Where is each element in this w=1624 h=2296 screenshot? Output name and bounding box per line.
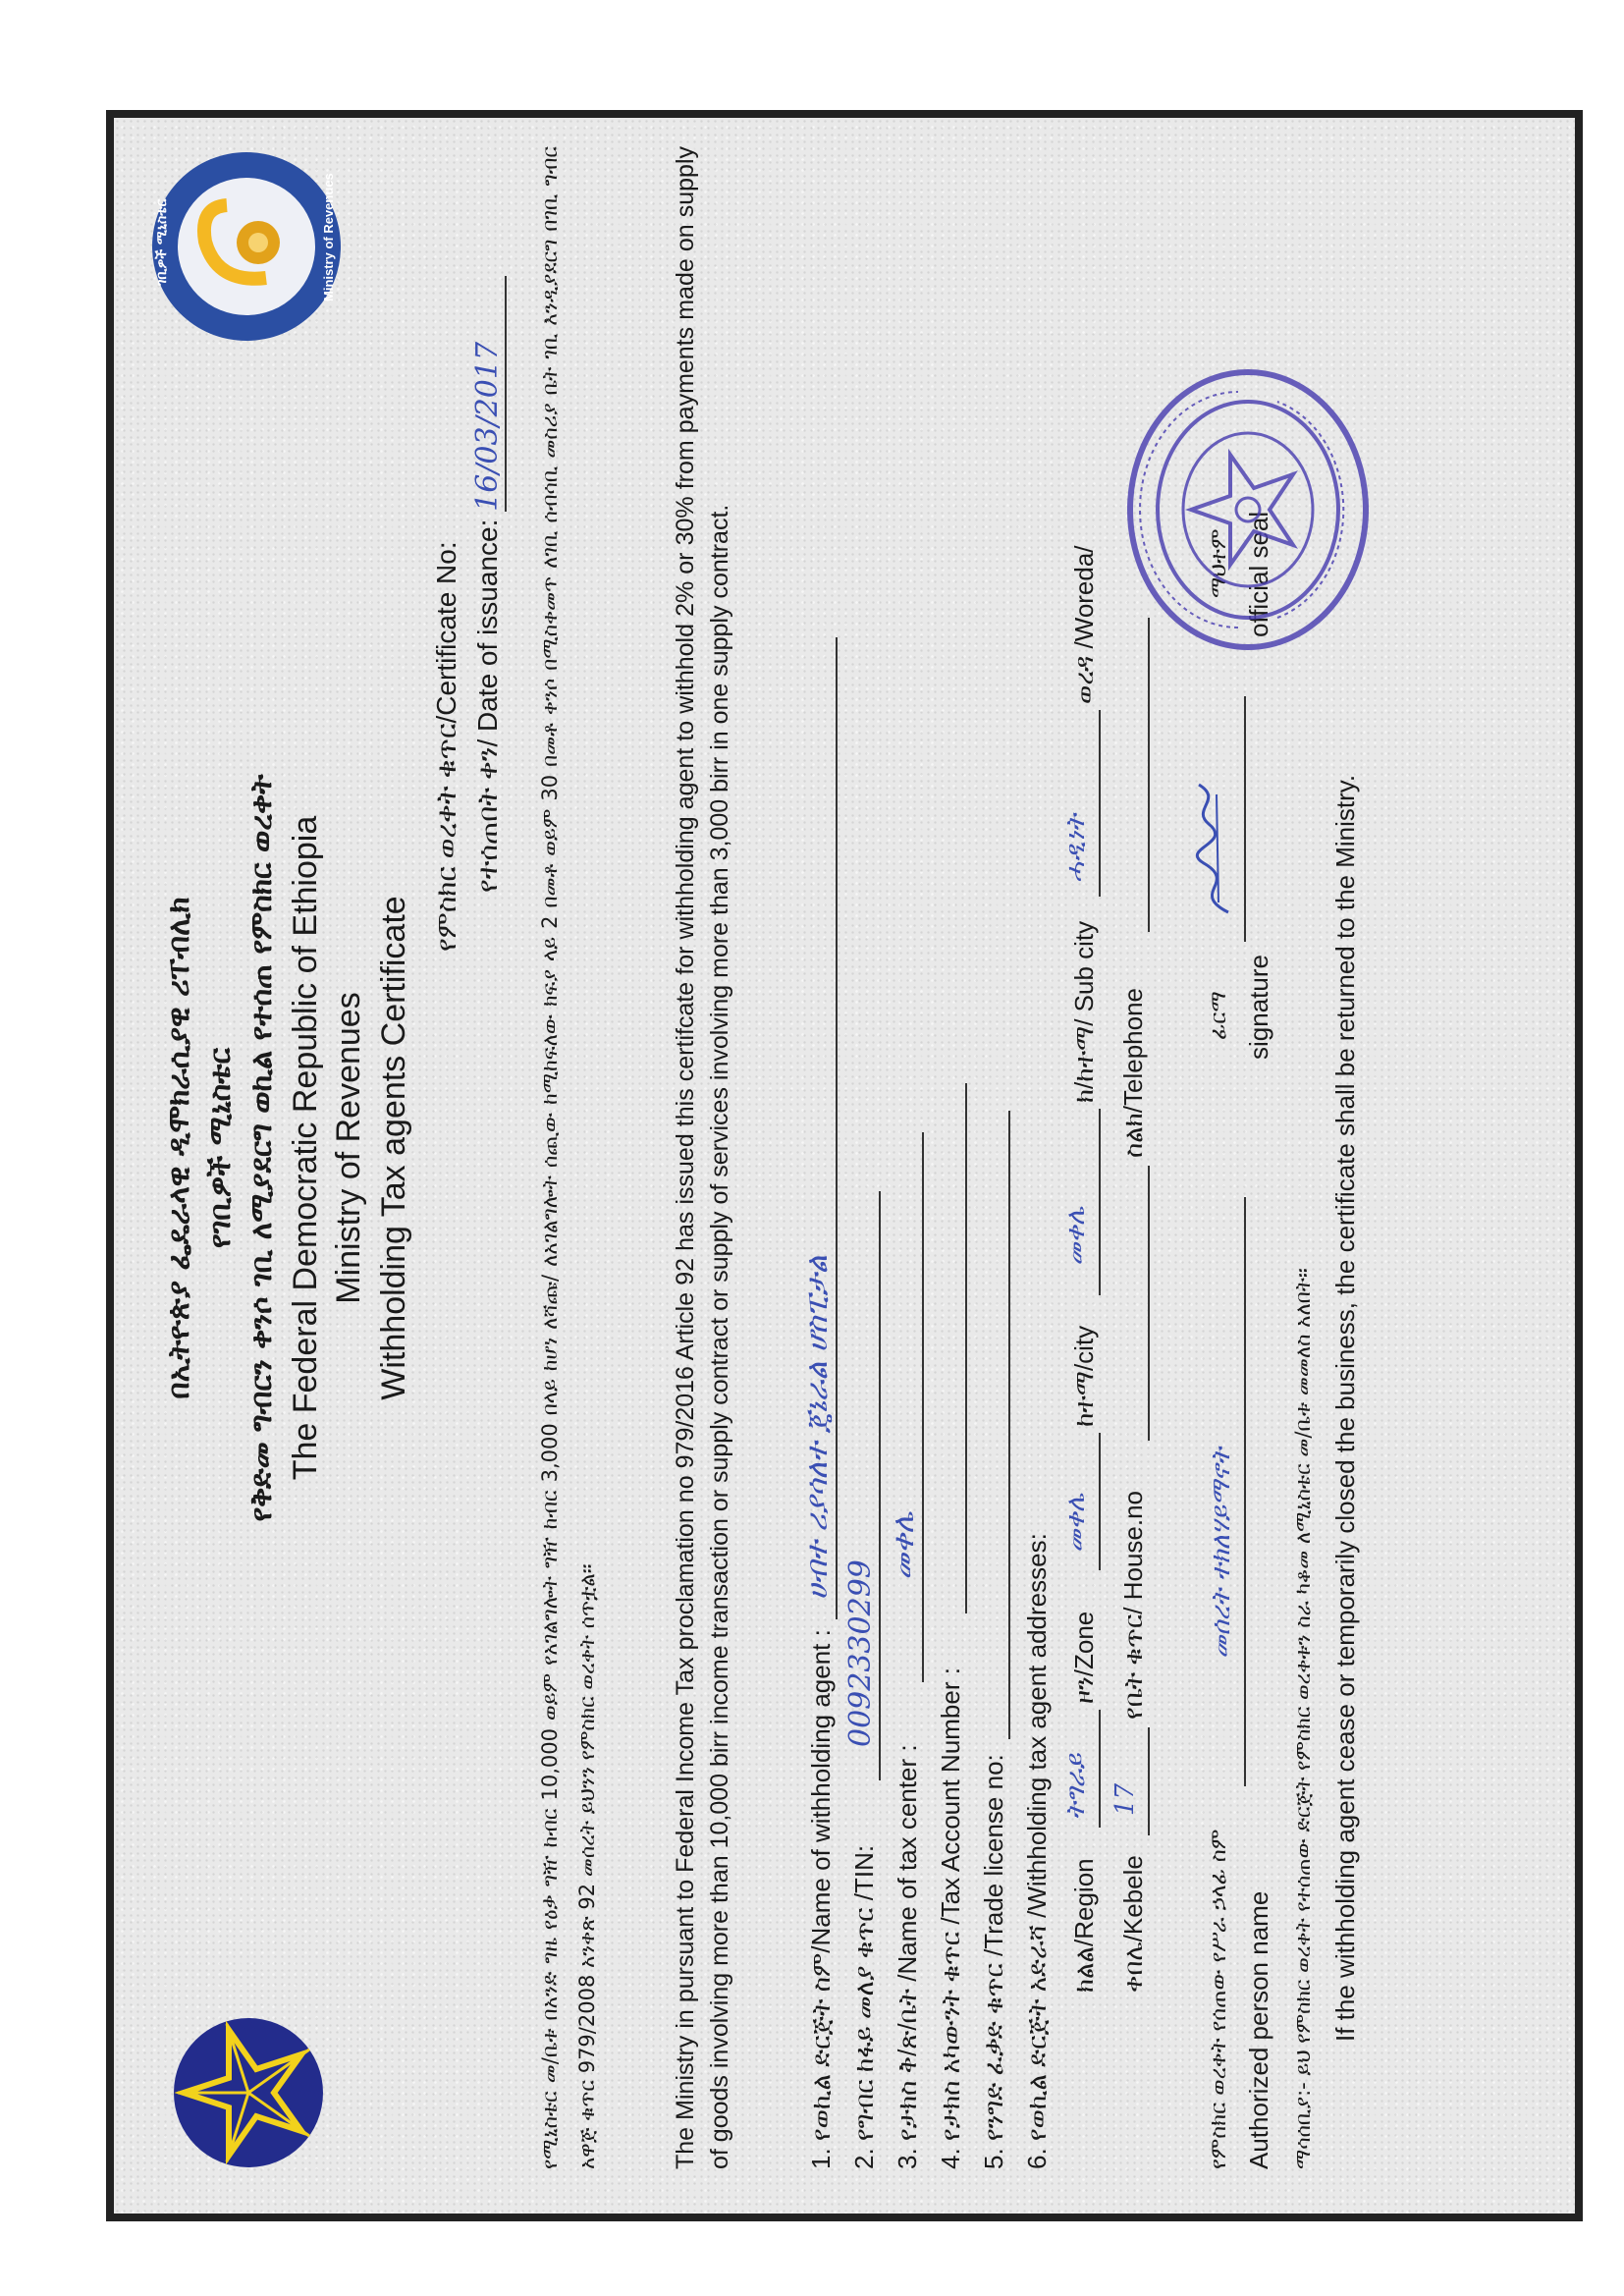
paragraph-amharic: የሚኒስቴር መ/ቤቱ በአንድ ግዜ የዕቃ ግዥ ከብር 10,000 ወይም የአገልግሎት ግዥ ከብር 3,000 በላይ ከሆነ ለሻጩ/ ለአገልግሎት ሰጪው ከሚከፍለው ክፍያ ላይ 2 በመቶ ወይም 30 በመቶ ቀንሶ በሚስቀመጥ ለገቢ ሰብሳቢ መስሪያ ቤት ገቢ እንዲያደርግ በገቢ ግብር አዋጅ ቁጥር 979/2008 አንቀጽ 92 መሰረት ይህንን የምስክር ወረቀት ሰጥቷል። — [538, 146, 599, 2169]
field-tin-value: 0092330299 — [843, 1559, 878, 1747]
header — [158, 382, 417, 1914]
signature-label-english: signature — [1244, 955, 1273, 1060]
address-subcity-label: ክ/ከተማ/ Sub city — [1069, 920, 1099, 1103]
title-english-country: The Federal Democratic Republic of Ethiopia — [287, 815, 324, 1481]
address-subcity-value: ሓዲነት — [1061, 814, 1091, 883]
ministry-logo — [148, 148, 345, 345]
field-tax-center-line — [893, 1132, 924, 1682]
title-english-certificate: Withholding Tax agents Certificate — [375, 896, 412, 1400]
address-city-line — [1069, 1109, 1101, 1295]
seal-label-amharic: ማህተም — [1207, 528, 1231, 598]
paragraph-english: The Ministry in pursuant to Federal Income Tax proclamation no 979/2016 Article 92 has issued this certifcate for withholding agent to withhold 2% or 30% from payments made on supply of goods involving more than 10,000 birr income transaction or supply contract or supply of services involving more than 3,000 birr in one supply contract. — [672, 146, 733, 2169]
field-agent-name-value: ሀብተ ሪያሳለተ ጄኔራል ሆስፒታል — [800, 1255, 835, 1600]
field-tax-center-value: መቀሌ — [887, 1511, 921, 1580]
signature-label-amharic: ፊርማ — [1207, 991, 1231, 1040]
logo-arc-bottom: Ministry of Revenues — [321, 173, 336, 301]
authorized-name-value: መሰረት ተክለሃይማኖት — [1207, 1448, 1236, 1659]
title-english-ministry: Ministry of Revenues — [330, 992, 367, 1304]
certificate-date-row — [470, 276, 507, 893]
title-amharic-ministry: የገቢዎች ሚኒስቴር — [203, 1047, 238, 1249]
authorized-label-english: Authorized person name — [1244, 1890, 1273, 2169]
field-tax-account-line — [936, 1083, 967, 1613]
certificate-number-row — [431, 541, 463, 952]
address-zone-value: መቀሌ — [1061, 1493, 1091, 1553]
logo-arc-top: ገቢዎች ሚኒስቴር — [154, 198, 170, 286]
ethiopia-emblem-icon — [170, 2014, 327, 2171]
address-house-line — [1118, 1166, 1150, 1441]
note-english: If the withholding agent cease or temporarily closed the business, the certificate shall be returned to the Ministry. — [1330, 774, 1360, 2042]
address-region-value: ትግራይ — [1061, 1753, 1091, 1820]
field-agent-name-label: 1. የወኪል ድርጅት ስም/Name of withholding agent : — [806, 1629, 836, 2169]
address-house-label: የቤት ቁጥር/ House.no — [1118, 1490, 1148, 1720]
authorized-label-amharic: የምስክር ወረቀት የሰጠው የሥራ ኃላፊ ስም — [1207, 1829, 1231, 2169]
address-zone-label: ዞን/Zone — [1069, 1611, 1099, 1704]
address-kebele-line — [1118, 1727, 1150, 1835]
signature-scribble-icon — [1179, 775, 1248, 922]
seal-label-english: official seal — [1244, 511, 1273, 637]
field-tin-label: 2. የግብር ከፋይ መለያ ቁጥር /TIN: — [849, 1844, 879, 2169]
title-amharic-country: በኢትዮጵያ ፌዴራላዊ ዲሞክራሲያዊ ሪፐብሊክ — [162, 897, 196, 1399]
certificate-number-label: የምስክር ወረቀት ቁጥር/Certificate No: — [431, 541, 461, 952]
address-city-label: ከተማ/city — [1069, 1325, 1099, 1427]
certificate-content — [119, 113, 1580, 2209]
address-region-label: ክልል/Region — [1069, 1858, 1099, 1993]
title-amharic-certificate: የቅድመ ግብርን ቀንሶ ገቢ ለሚያደርግ ወኪል የተሰጠ የምስክር ወረቀት — [244, 774, 279, 1522]
address-phone-label: ስልክ/Telephone — [1118, 987, 1148, 1158]
field-trade-license-line — [979, 1111, 1010, 1739]
certificate-frame — [106, 110, 1583, 2221]
note-amharic: ማሳሰቢያ:- ይህ የምስክር ወረቀት የተሰጠው ድርጅት የምስክር ወረቀቱን ስራ ካቆመ ለሚኒስቴር መ/ቤቱ መመለስ አለበት። — [1291, 1268, 1315, 2169]
address-woreda-label: ወረዳ /Woreda/ — [1069, 545, 1099, 704]
field-tax-center-label: 3. የታክስ ቅ/ጽ/ቤት /Name of tax center : — [893, 1744, 922, 2169]
field-address-label: 6. የወኪል ድርጅት አድራሻ /Withholding tax agent addresses: — [1022, 1533, 1052, 2169]
address-city-value: መቀሌ — [1061, 1206, 1091, 1266]
certificate-date-label: የተሰጠበት ቀን/ Date of issuance: — [472, 519, 503, 893]
address-kebele-label: ቀበሌ/Kebele — [1118, 1855, 1148, 1993]
ministry-logo-icon — [148, 148, 345, 345]
certificate-date-value: 16/03/2017 — [470, 276, 507, 512]
field-trade-license-label: 5. የንግድ ፈቃድ ቁጥር /Trade license no: — [979, 1754, 1008, 2169]
address-kebele-value: 17 — [1110, 1782, 1140, 1816]
address-phone-line — [1118, 618, 1150, 932]
field-tax-account-label: 4. የታክስ አካውንት ቁጥር /Tax Account Number : — [936, 1667, 965, 2169]
